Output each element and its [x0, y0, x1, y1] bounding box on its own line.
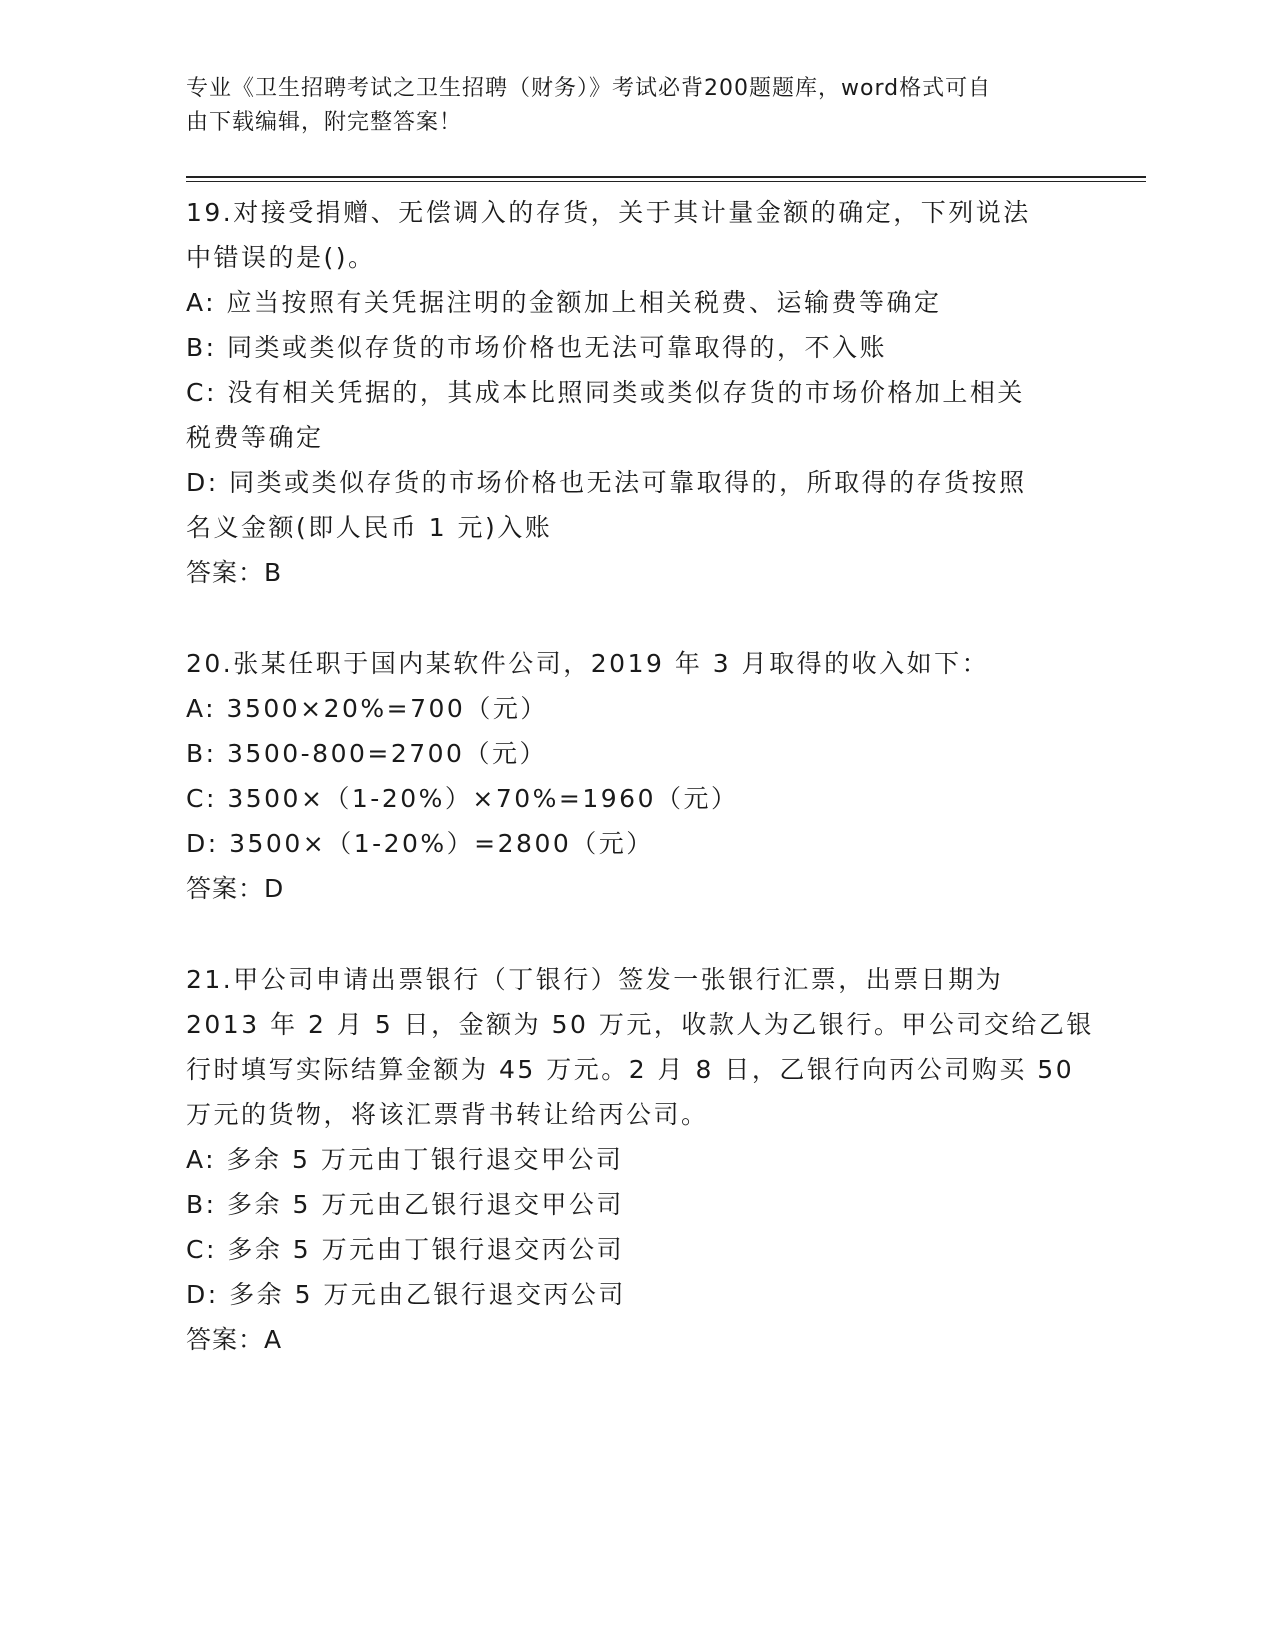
option-a: A: 多余 5 万元由丁银行退交甲公司 — [186, 1145, 624, 1174]
option-b: B: 多余 5 万元由乙银行退交甲公司 — [186, 1190, 624, 1219]
answer-label: 答案：D — [186, 874, 285, 903]
option-c: C: 多余 5 万元由丁银行退交丙公司 — [186, 1235, 625, 1264]
question-stem-line: 2013 年 2 月 5 日，金额为 50 万元，收款人为乙银行。甲公司交给乙银 — [186, 1010, 1094, 1039]
question-stem-line: 行时填写实际结算金额为 45 万元。2 月 8 日，乙银行向丙公司购买 50 — [186, 1055, 1075, 1084]
header-divider-thick — [186, 176, 1146, 178]
option-d: D: 3500×（1-20%）=2800（元） — [186, 829, 654, 858]
question-stem-line: 19.对接受捐赠、无偿调入的存货，关于其计量金额的确定，下列说法 — [186, 198, 1031, 227]
question-stem-line: 中错误的是()。 — [186, 243, 376, 272]
option-a: A: 应当按照有关凭据注明的金额加上相关税费、运输费等确定 — [186, 288, 942, 317]
question-stem-line: 万元的货物，将该汇票背书转让给丙公司。 — [186, 1100, 709, 1129]
option-d-continued: 名义金额(即人民币 1 元)入账 — [186, 513, 553, 542]
header-line-2: 由下载编辑，附完整答案！ — [186, 110, 463, 135]
option-d: D: 同类或类似存货的市场价格也无法可靠取得的，所取得的存货按照 — [186, 468, 1027, 497]
header-line-1: 专业《卫生招聘考试之卫生招聘（财务）》考试必背200题题库，word格式可自 — [186, 76, 992, 101]
option-d: D: 多余 5 万元由乙银行退交丙公司 — [186, 1280, 626, 1309]
question-list — [186, 190, 1094, 1362]
option-c: C: 没有相关凭据的，其成本比照同类或类似存货的市场价格加上相关 — [186, 378, 1025, 407]
option-a: A: 3500×20%=700（元） — [186, 694, 548, 723]
question-20 — [186, 641, 1086, 911]
answer-label: 答案：A — [186, 1325, 283, 1354]
option-c-continued: 税费等确定 — [186, 423, 324, 452]
document-header — [186, 72, 1066, 140]
question-21 — [186, 957, 1094, 1362]
option-c: C: 3500×（1-20%）×70%=1960（元） — [186, 784, 739, 813]
header-divider-thin — [186, 181, 1146, 182]
question-19 — [186, 190, 1086, 595]
option-b: B: 同类或类似存货的市场价格也无法可靠取得的，不入账 — [186, 333, 888, 362]
question-stem-line: 20.张某任职于国内某软件公司，2019 年 3 月取得的收入如下： — [186, 649, 990, 678]
option-b: B: 3500-800=2700（元） — [186, 739, 547, 768]
answer-label: 答案：B — [186, 558, 283, 587]
question-stem-line: 21.甲公司申请出票银行（丁银行）签发一张银行汇票，出票日期为 — [186, 965, 1004, 994]
